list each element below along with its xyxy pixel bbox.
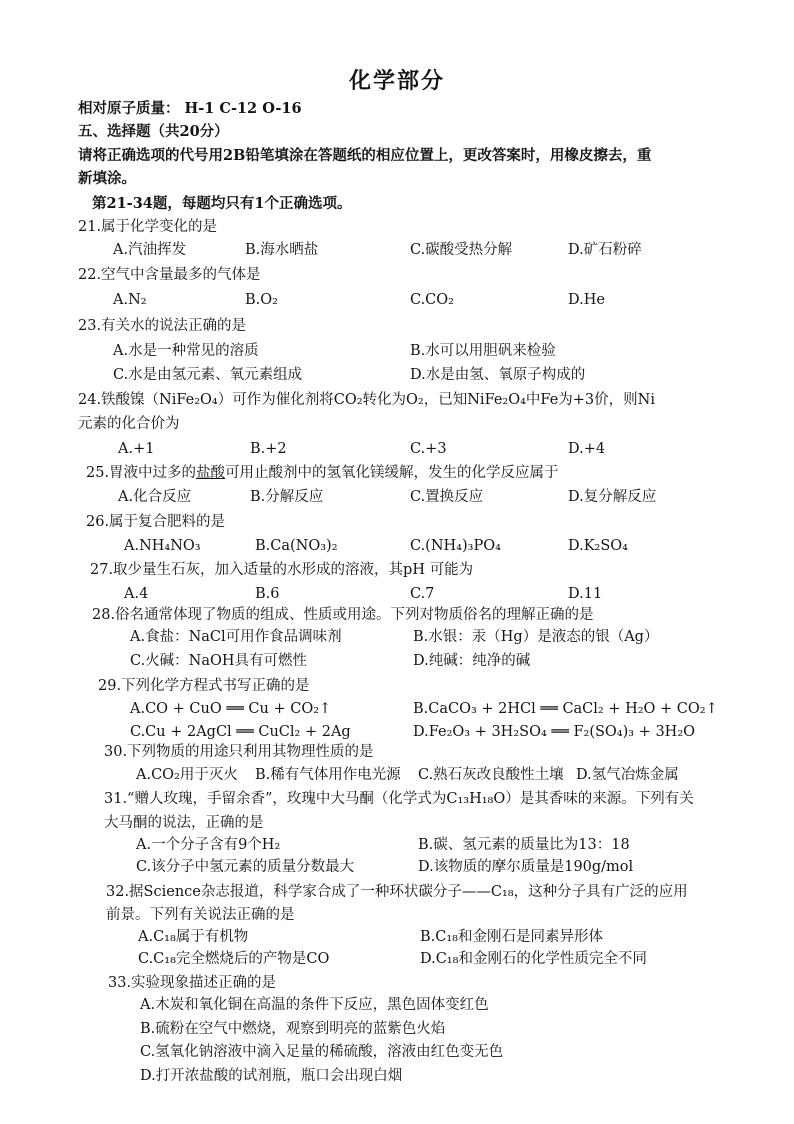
option-b: B.碳、氢元素的质量比为13：18 (418, 837, 630, 853)
option-a: A.食盐：NaCl可用作食品调味剂 (130, 629, 342, 645)
option-d: D.复分解反应 (568, 489, 657, 505)
question-stem: 22.空气中含量最多的气体是 (78, 267, 261, 283)
question-stem-part: 25.胃液中过多的 (86, 465, 197, 481)
question-stem: 29.下列化学方程式书写正确的是 (98, 678, 310, 694)
option-c: C.氢氧化钠溶液中滴入足量的稀硫酸，溶液由红色变无色 (140, 1044, 504, 1060)
question-stem-continued: 前景。下列有关说法正确的是 (106, 907, 295, 923)
option-b: B.水银：汞（Hg）是液态的银（Ag） (413, 629, 659, 645)
page-title: 化学部分 (348, 68, 445, 94)
option-b: B.O₂ (245, 292, 278, 308)
option-a: A.汽油挥发 (113, 242, 187, 258)
question-stem: 21.属于化学变化的是 (78, 219, 218, 235)
subsection-heading: 第21-34题，每题均只有1个正确选项。 (92, 195, 352, 212)
instruction-line-2: 新填涂。 (78, 170, 136, 187)
option-c: C.+3 (410, 441, 447, 457)
option-b: B.水可以用胆矾来检验 (410, 343, 556, 359)
question-stem: 23.有关水的说法正确的是 (78, 318, 247, 334)
option-d: D.水是由氢、氧原子构成的 (410, 367, 586, 383)
atomic-mass-line: 相对原子质量： H-1 C-12 O-16 (78, 100, 302, 117)
option-a: A.NH₄NO₃ (124, 538, 201, 554)
question-stem: 33.实验现象描述正确的是 (108, 975, 277, 991)
option-d: D.+4 (568, 441, 606, 457)
option-d: D.矿石粉碎 (568, 242, 642, 258)
option-a: A.CO + CuO ══ Cu + CO₂↑ (130, 701, 332, 717)
option-a: A.CO₂用于灭火 (136, 767, 238, 783)
option-c: C.熟石灰改良酸性土壤 (418, 767, 564, 783)
option-b: B.6 (255, 586, 280, 602)
option-d: D.Fe₂O₃ + 3H₂SO₄ ══ F₂(SO₄)₃ + 3H₂O (413, 724, 696, 740)
option-a: A.水是一种常见的溶质 (113, 343, 259, 359)
option-d: D.C₁₈和金刚石的化学性质完全不同 (420, 951, 647, 967)
option-d: D.纯碱：纯净的碱 (413, 653, 531, 669)
option-c: C.碳酸受热分解 (410, 242, 513, 258)
question-stem: 31.“赠人玫瑰，手留余香”，玫瑰中大马酮（化学式为C₁₃H₁₈O）是其香味的来源。下列有关 (104, 791, 694, 807)
question-stem: 27.取少量生石灰，加入适量的水形成的溶液，其pH 可能为 (90, 562, 474, 578)
option-c: C.CO₂ (410, 292, 454, 308)
option-d: D.He (568, 292, 605, 308)
option-a: A.一个分子含有9个H₂ (136, 837, 281, 853)
option-a: A.化合反应 (118, 489, 192, 505)
option-c: C.Cu + 2AgCl ══ CuCl₂ + 2Ag (130, 724, 351, 740)
option-b: B.+2 (250, 441, 287, 457)
question-stem: 24.铁酸镍（NiFe₂O₄）可作为催化剂将CO₂转化为O₂，已知NiFe₂O₄中Fe为+3价，则Ni (78, 392, 655, 408)
question-stem-continued: 大马酮的说法，正确的是 (104, 815, 264, 831)
question-stem: 32.据Science杂志报道，科学家合成了一种环状碳分子——C₁₈，这种分子具有广泛的应用 (106, 884, 688, 900)
question-stem (86, 464, 559, 482)
option-d: D.K₂SO₄ (568, 538, 628, 554)
option-d: D.打开浓盐酸的试剂瓶，瓶口会出现白烟 (140, 1068, 403, 1084)
question-stem: 26.属于复合肥料的是 (86, 514, 226, 530)
section-heading: 五、选择题（共20分） (78, 123, 229, 140)
option-d: D.该物质的摩尔质量是190g/mol (418, 859, 634, 875)
option-a: A.4 (124, 586, 149, 602)
question-stem: 28.俗名通常体现了物质的组成、性质或用途。下列对物质俗名的理解正确的是 (92, 607, 594, 623)
option-a: A.C₁₈属于有机物 (138, 929, 249, 945)
question-stem-part: 可用止酸剂中的氢氧化镁缓解，发生的化学反应属于 (225, 465, 559, 481)
option-b: B.稀有气体用作电光源 (255, 767, 401, 783)
question-stem-continued: 元素的化合价为 (78, 416, 180, 432)
option-c: C.7 (410, 586, 435, 602)
option-a: A.N₂ (113, 292, 147, 308)
option-c: C.置换反应 (410, 489, 484, 505)
option-b: B.分解反应 (250, 489, 324, 505)
option-a: A.木炭和氧化铜在高温的条件下反应，黑色固体变红色 (140, 997, 489, 1013)
option-a: A.+1 (118, 441, 155, 457)
option-b: B.CaCO₃ + 2HCl ══ CaCl₂ + H₂O + CO₂↑ (413, 701, 718, 717)
option-b: B.海水晒盐 (245, 242, 319, 258)
option-d: D.11 (568, 586, 603, 602)
underlined-term: 盐酸 (196, 465, 226, 481)
option-b: B.Ca(NO₃)₂ (255, 538, 338, 554)
option-c: C.(NH₄)₃PO₄ (410, 538, 501, 554)
question-stem: 30.下列物质的用途只利用其物理性质的是 (104, 744, 374, 760)
option-b: B.硫粉在空气中燃烧，观察到明亮的蓝紫色火焰 (140, 1021, 446, 1037)
option-c: C.火碱：NaOH具有可燃性 (130, 653, 308, 669)
option-c: C.水是由氢元素、氧元素组成 (113, 367, 303, 383)
option-b: B.C₁₈和金刚石是同素异形体 (420, 929, 603, 945)
option-d: D.氢气冶炼金属 (576, 767, 679, 783)
option-c: C.该分子中氢元素的质量分数最大 (136, 859, 355, 875)
option-c: C.C₁₈完全燃烧后的产物是CO (138, 951, 330, 967)
instruction-line-1: 请将正确选项的代号用2B铅笔填涂在答题纸的相应位置上，更改答案时，用橡皮擦去，重 (78, 147, 652, 164)
